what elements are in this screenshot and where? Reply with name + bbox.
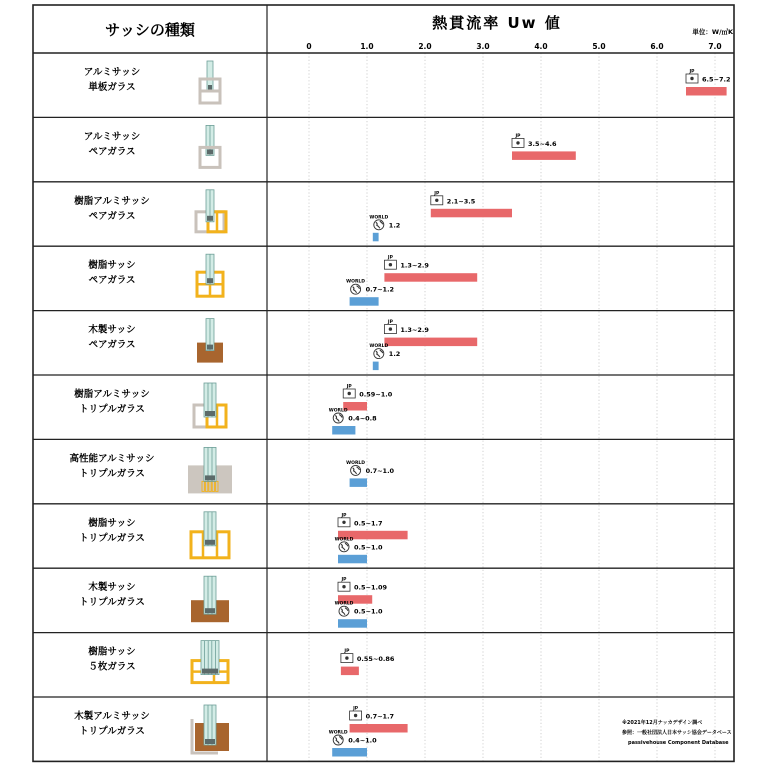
row-label-sash: 樹脂サッシ: [88, 646, 136, 658]
world-range-label: 0.5~1.0: [354, 543, 383, 552]
aluminum-frame-pair-icon: [200, 125, 220, 167]
jp-legend-label: JP: [341, 513, 347, 519]
resin-aluminum-frame-pair-icon: [196, 190, 226, 232]
jp-flag-icon: [341, 648, 353, 663]
flag-circle: [348, 392, 351, 395]
glass-spacer: [205, 739, 215, 744]
globe-icon: [346, 460, 365, 476]
globe-outline: [351, 465, 361, 475]
footnote-line-2: 参照：一般社団法人日本サッシ協会データベース: [622, 730, 732, 736]
jp-range-label: 3.5~4.6: [528, 139, 557, 148]
jp-legend-label: JP: [353, 706, 359, 712]
chart-row: [74, 190, 512, 242]
row-label-sash: 樹脂アルミサッシ: [74, 195, 150, 207]
world-legend-label: WORLD: [369, 344, 389, 350]
row-label-sash: 樹脂アルミサッシ: [74, 389, 150, 400]
jp-flag-icon: [338, 577, 350, 592]
row-label-sash: アルミサッシ: [83, 67, 141, 78]
world-legend-label: WORLD: [334, 537, 354, 543]
flag-circle: [690, 77, 693, 80]
jp-legend-label: JP: [344, 649, 350, 655]
jp-flag-icon: [686, 69, 698, 84]
jp-range-label: 0.5~1.09: [354, 583, 387, 592]
row-label-glass: トリプルガラス: [79, 532, 145, 544]
flag-circle: [389, 327, 392, 330]
glass-spacer: [202, 669, 218, 674]
globe-icon: [346, 279, 365, 295]
globe-outline: [333, 413, 343, 423]
row-label-glass: ５枚ガラス: [88, 661, 136, 673]
row-label-sash: 高性能アルミサッシ: [69, 453, 155, 465]
footnote-line-1: ※2021年12月ナッカデザイン調べ: [622, 720, 703, 726]
high-performance-aluminum-frame-triple-icon: [188, 447, 232, 493]
chart-row: [74, 705, 407, 757]
row-label-glass: トリプルガラス: [79, 404, 145, 415]
jp-legend-label: JP: [346, 384, 352, 390]
jp-range-label: 1.3~2.9: [400, 326, 429, 335]
jp-flag-icon: [384, 319, 396, 334]
jp-range-bar: [431, 209, 512, 218]
globe-icon: [335, 536, 354, 552]
jp-range-bar: [384, 338, 477, 347]
globe-outline: [374, 349, 384, 359]
world-legend-label: WORLD: [328, 408, 348, 414]
globe-outline: [333, 735, 343, 745]
world-range-label: 0.7~1.2: [365, 285, 395, 294]
row-label-glass: トリプルガラス: [79, 597, 145, 609]
world-range-bar: [350, 478, 367, 487]
globe-icon: [329, 408, 348, 424]
jp-legend-label: JP: [387, 320, 393, 326]
jp-range-bar: [686, 87, 727, 96]
wood-frame-pair-icon: [197, 319, 223, 363]
jp-flag-icon: [512, 133, 524, 148]
x-tick-label: 3.0: [476, 42, 490, 51]
world-range-bar: [350, 297, 379, 306]
row-label-glass: トリプルガラス: [79, 726, 145, 737]
jp-range-bar: [384, 273, 477, 282]
glass-spacer: [205, 411, 215, 416]
row-label-sash: アルミサッシ: [83, 131, 141, 143]
world-range-label: 1.2: [388, 221, 401, 230]
chart-row: [74, 383, 392, 435]
glass-spacer: [207, 278, 213, 283]
row-label-glass: 単板ガラス: [88, 82, 136, 93]
globe-icon: [369, 214, 388, 230]
glass-spacer: [207, 216, 213, 221]
world-range-bar: [373, 233, 379, 242]
world-range-label: 0.4~1.0: [348, 736, 377, 745]
flag-circle: [516, 141, 519, 144]
jp-range-label: 6.5~7.2: [702, 75, 731, 84]
chart-row: [70, 447, 395, 493]
row-label-sash: 木製アルミサッシ: [74, 711, 150, 722]
chart-row: [88, 641, 395, 683]
x-tick-label: 0: [306, 42, 312, 51]
table-frame: [33, 5, 734, 761]
jp-flag-icon: [431, 190, 443, 205]
world-legend-label: WORLD: [346, 460, 366, 466]
row-label-glass: ペアガラス: [88, 146, 136, 158]
jp-flag-icon: [338, 512, 350, 527]
x-axis-ticks: [306, 42, 721, 51]
chart-rows: [70, 61, 731, 757]
glass-spacer: [207, 345, 213, 350]
world-range-bar: [373, 362, 379, 371]
world-legend-label: WORLD: [346, 279, 366, 285]
glass-spacer: [205, 540, 215, 545]
jp-flag-icon: [384, 255, 396, 270]
x-tick-label: 2.0: [418, 42, 432, 51]
jp-range-label: 2.1~3.5: [446, 197, 476, 206]
flag-circle: [342, 521, 345, 524]
resin-frame-five-pane-icon: [192, 641, 228, 683]
wood-frame-triple-icon: [191, 576, 229, 622]
world-range-bar: [338, 555, 367, 564]
jp-range-label: 0.5~1.7: [354, 519, 383, 528]
world-range-label: 0.4~0.8: [348, 414, 377, 423]
jp-range-label: 0.7~1.7: [365, 712, 395, 721]
flag-circle: [435, 199, 438, 202]
row-label-sash: 樹脂サッシ: [88, 260, 136, 272]
row-label-glass: トリプルガラス: [79, 468, 145, 480]
row-label-sash: 木製サッシ: [88, 324, 136, 336]
x-tick-label: 4.0: [534, 42, 548, 51]
row-label-glass: ペアガラス: [88, 275, 136, 287]
chart-row: [84, 61, 731, 103]
globe-outline: [339, 606, 349, 616]
jp-range-bar: [341, 667, 359, 676]
unit-label: 単位：W/㎡K: [692, 28, 733, 36]
world-range-bar: [332, 426, 355, 435]
glass-spacer: [205, 608, 215, 613]
globe-icon: [329, 730, 348, 746]
globe-icon: [335, 601, 354, 617]
jp-legend-label: JP: [434, 191, 440, 197]
globe-icon: [369, 343, 388, 359]
globe-outline: [351, 284, 361, 294]
row-label-glass: ペアガラス: [88, 339, 136, 351]
jp-legend-label: JP: [341, 577, 347, 583]
row-label-sash: 樹脂サッシ: [88, 517, 136, 529]
jp-range-label: 0.59~1.0: [359, 390, 393, 399]
chart-row: [84, 125, 576, 167]
jp-flag-icon: [343, 384, 355, 399]
x-tick-label: 5.0: [592, 42, 606, 51]
world-legend-label: WORLD: [334, 601, 354, 607]
wood-aluminum-frame-triple-icon: [192, 705, 229, 753]
jp-flag-icon: [350, 706, 362, 721]
jp-range-label: 1.3~2.9: [400, 261, 429, 270]
aluminum-frame-single-icon: [200, 61, 220, 103]
world-range-label: 0.5~1.0: [354, 607, 383, 616]
resin-frame-triple-icon: [191, 512, 229, 558]
glass-spacer: [208, 85, 212, 90]
jp-range-label: 0.55~0.86: [356, 655, 395, 664]
globe-outline: [374, 220, 384, 230]
flag-circle: [342, 585, 345, 588]
world-legend-label: WORLD: [328, 730, 348, 736]
jp-legend-label: JP: [515, 133, 521, 139]
flag-circle: [345, 656, 348, 659]
x-tick-label: 7.0: [708, 42, 722, 51]
world-range-label: 1.2: [388, 350, 401, 359]
row-label-glass: ペアガラス: [88, 210, 136, 222]
world-range-label: 0.7~1.0: [365, 466, 395, 475]
flag-circle: [354, 714, 357, 717]
chart-row: [88, 319, 477, 371]
outer-border: [33, 5, 734, 761]
sash-type-header: サッシの種類: [105, 21, 195, 39]
x-tick-label: 6.0: [650, 42, 664, 51]
resin-aluminum-frame-triple-icon: [194, 383, 226, 427]
chart-title: 熱貫流率 Uw 値: [432, 14, 562, 32]
world-range-bar: [338, 619, 367, 628]
jp-range-bar: [512, 151, 576, 160]
row-label-sash: 木製サッシ: [88, 582, 136, 594]
globe-outline: [339, 542, 349, 552]
resin-frame-pair-icon: [197, 254, 223, 296]
x-tick-label: 1.0: [360, 42, 374, 51]
jp-legend-label: JP: [689, 69, 695, 75]
chart-row: [88, 254, 477, 306]
world-legend-label: WORLD: [369, 215, 389, 221]
world-range-bar: [332, 748, 367, 757]
jp-range-bar: [350, 724, 408, 733]
jp-legend-label: JP: [387, 255, 393, 261]
glass-spacer: [207, 149, 213, 154]
footnote-line-3: passivehouse Component Database: [628, 740, 729, 746]
chart-row: [79, 576, 387, 628]
flag-circle: [389, 263, 392, 266]
glass-spacer: [205, 475, 215, 480]
chart-row: [79, 512, 408, 564]
